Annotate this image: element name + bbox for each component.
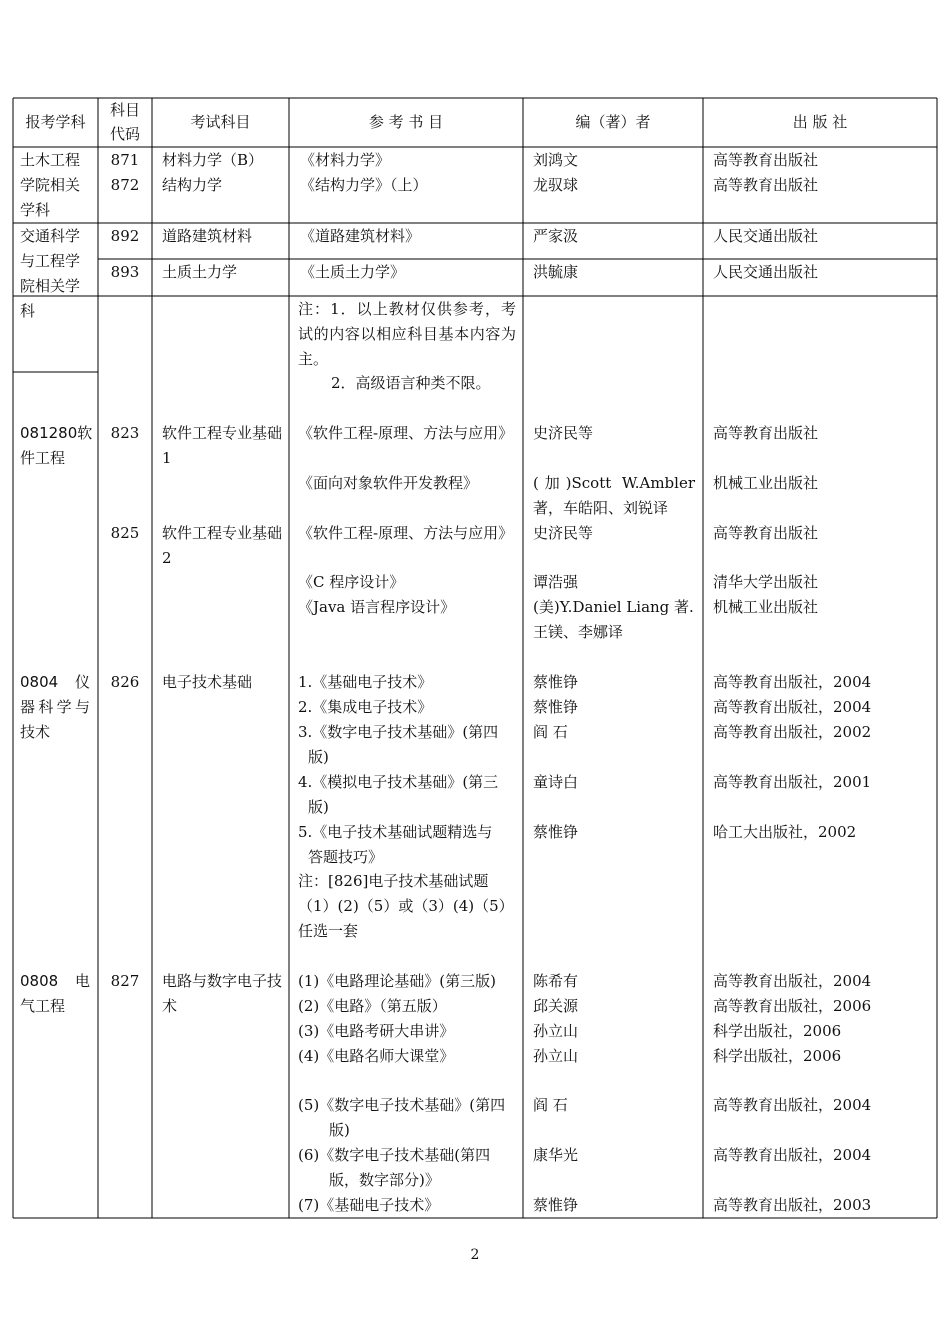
book-827-6a: (6)《数字电子技术基础(第四 — [298, 1146, 491, 1164]
book-827-3: (3)《电路考研大串讲》 — [298, 1022, 455, 1040]
book-825b: 《C 程序设计》 — [298, 573, 405, 591]
author-827-2: 邱关源 — [533, 997, 579, 1015]
author-823a: 史济民等 — [533, 424, 594, 442]
publisher-826-5: 哈工大出版社，2002 — [713, 823, 857, 841]
author-827-4: 孙立山 — [533, 1047, 579, 1065]
code-823: 823 — [110, 424, 140, 442]
code-892: 892 — [110, 227, 140, 245]
header-author: 编（著）者 — [575, 113, 651, 131]
subject-electrical: 0808 电气工程 — [20, 972, 90, 1015]
author-826-2: 蔡惟铮 — [533, 698, 579, 716]
code-826: 826 — [110, 673, 140, 691]
page-number: 2 — [470, 1247, 480, 1263]
author-827-3: 孙立山 — [533, 1022, 579, 1040]
author-826-5: 蔡惟铮 — [533, 823, 579, 841]
exams-civil: 材料力学（B） 结构力学 — [162, 151, 264, 194]
publisher-825b: 清华大学出版社 — [713, 573, 819, 591]
book-826-4a: 4.《模拟电子技术基础》(第三 — [298, 773, 499, 791]
books-civil: 《材料力学》 《结构力学》（上） — [300, 151, 428, 194]
exam-827: 电路与数字电子技术 — [162, 972, 283, 1015]
book-893: 《土质土力学》 — [300, 263, 406, 281]
code-827: 827 — [110, 972, 140, 990]
codes-civil: 871 872 — [110, 151, 140, 194]
author-827-1: 陈希有 — [533, 972, 579, 990]
publisher-825c: 机械工业出版社 — [713, 598, 819, 616]
subject-traffic: 交通科学与工程学院相关学科 — [20, 227, 81, 320]
author-892: 严家汲 — [533, 227, 579, 245]
publisher-826-1: 高等教育出版社，2004 — [713, 673, 872, 691]
book-826-5b: 答题技巧》 — [308, 848, 384, 866]
publisher-826-4: 高等教育出版社，2001 — [713, 773, 872, 791]
book-825a: 《软件工程-原理、方法与应用》 — [298, 524, 514, 542]
book-827-6b: 版，数字部分)》 — [329, 1171, 440, 1189]
author-825a: 史济民等 — [533, 524, 594, 542]
header-code: 科目代码 — [109, 101, 140, 143]
exam-893: 土质土力学 — [162, 263, 238, 281]
book-826-5a: 5.《电子技术基础试题精选与 — [298, 823, 493, 841]
note-line2: 2．高级语言种类不限。 — [331, 374, 491, 392]
subject-instrument: 0804 仪器科学与技术 — [20, 673, 90, 741]
publisher-827-3: 科学出版社，2006 — [713, 1022, 842, 1040]
book-892: 《道路建筑材料》 — [300, 227, 421, 245]
publisher-827-2: 高等教育出版社，2006 — [713, 997, 872, 1015]
note-line1: 注：1．以上教材仅供参考，考试的内容以相应科目基本内容为主。 — [298, 300, 516, 368]
book-827-1: (1)《电路理论基础》(第三版) — [298, 972, 496, 990]
book-827-2: (2)《电路》（第五版） — [298, 997, 447, 1015]
publisher-827-4: 科学出版社，2006 — [713, 1047, 842, 1065]
book-826-1: 1.《基础电子技术》 — [298, 673, 433, 691]
author-827-5: 阎 石 — [533, 1096, 568, 1114]
book-826-4b: 版) — [308, 798, 329, 816]
book-823a: 《软件工程-原理、方法与应用》 — [298, 424, 514, 442]
book-827-5a: (5)《数字电子技术基础》(第四 — [298, 1096, 506, 1114]
author-826-3: 阎 石 — [533, 723, 568, 741]
publisher-827-1: 高等教育出版社，2004 — [713, 972, 872, 990]
book-827-4: (4)《电路名师大课堂》 — [298, 1047, 455, 1065]
publishers-civil: 高等教育出版社 高等教育出版社 — [713, 151, 819, 194]
note-826: 注：[826]电子技术基础试题（1）(2)（5）或（3）(4)（5）任选一套 — [298, 872, 514, 940]
author-893: 洪毓康 — [533, 263, 579, 281]
book-826-3b: 版) — [308, 748, 329, 766]
author-823b: (加)Scott W.Ambler著，车皓阳、刘锐译 — [533, 474, 695, 517]
subject-software: 081280软件工程 — [20, 424, 93, 467]
book-823b: 《面向对象软件开发教程》 — [298, 474, 479, 492]
author-825c: (美)Y.Daniel Liang 著.王镁、李娜译 — [533, 598, 694, 641]
publisher-892: 人民交通出版社 — [713, 227, 819, 245]
publisher-827-7: 高等教育出版社，2003 — [713, 1196, 872, 1214]
publisher-827-6: 高等教育出版社，2004 — [713, 1146, 872, 1164]
publisher-823a: 高等教育出版社 — [713, 424, 819, 442]
publisher-827-5: 高等教育出版社，2004 — [713, 1096, 872, 1114]
book-825c: 《Java 语言程序设计》 — [298, 598, 456, 616]
publisher-825a: 高等教育出版社 — [713, 524, 819, 542]
publisher-823b: 机械工业出版社 — [713, 474, 819, 492]
author-826-1: 蔡惟铮 — [533, 673, 579, 691]
header-books: 参 考 书 目 — [368, 113, 444, 131]
exam-823: 软件工程专业基础1 — [162, 424, 283, 467]
exam-825: 软件工程专业基础2 — [162, 524, 283, 567]
exam-826: 电子技术基础 — [162, 673, 253, 691]
book-826-2: 2.《集成电子技术》 — [298, 698, 433, 716]
header-exam: 考试科目 — [190, 113, 251, 131]
header-publisher: 出 版 社 — [792, 113, 848, 131]
author-825b: 谭浩强 — [533, 573, 579, 591]
book-827-5b: 版) — [329, 1121, 350, 1139]
exam-892: 道路建筑材料 — [162, 227, 253, 245]
header-subject: 报考学科 — [25, 113, 86, 131]
book-827-7: (7)《基础电子技术》 — [298, 1196, 440, 1214]
publisher-893: 人民交通出版社 — [713, 263, 819, 281]
subject-civil: 土木工程学院相关学科 — [20, 151, 81, 219]
code-825: 825 — [110, 524, 140, 542]
publisher-826-2: 高等教育出版社，2004 — [713, 698, 872, 716]
code-893: 893 — [110, 263, 140, 281]
authors-civil: 刘鸿文 龙驭球 — [533, 151, 579, 194]
publisher-826-3: 高等教育出版社，2002 — [713, 723, 872, 741]
author-827-6: 康华光 — [533, 1146, 579, 1164]
book-826-3a: 3.《数字电子技术基础》(第四 — [298, 723, 499, 741]
author-826-4: 童诗白 — [533, 773, 579, 791]
author-827-7: 蔡惟铮 — [533, 1196, 579, 1214]
